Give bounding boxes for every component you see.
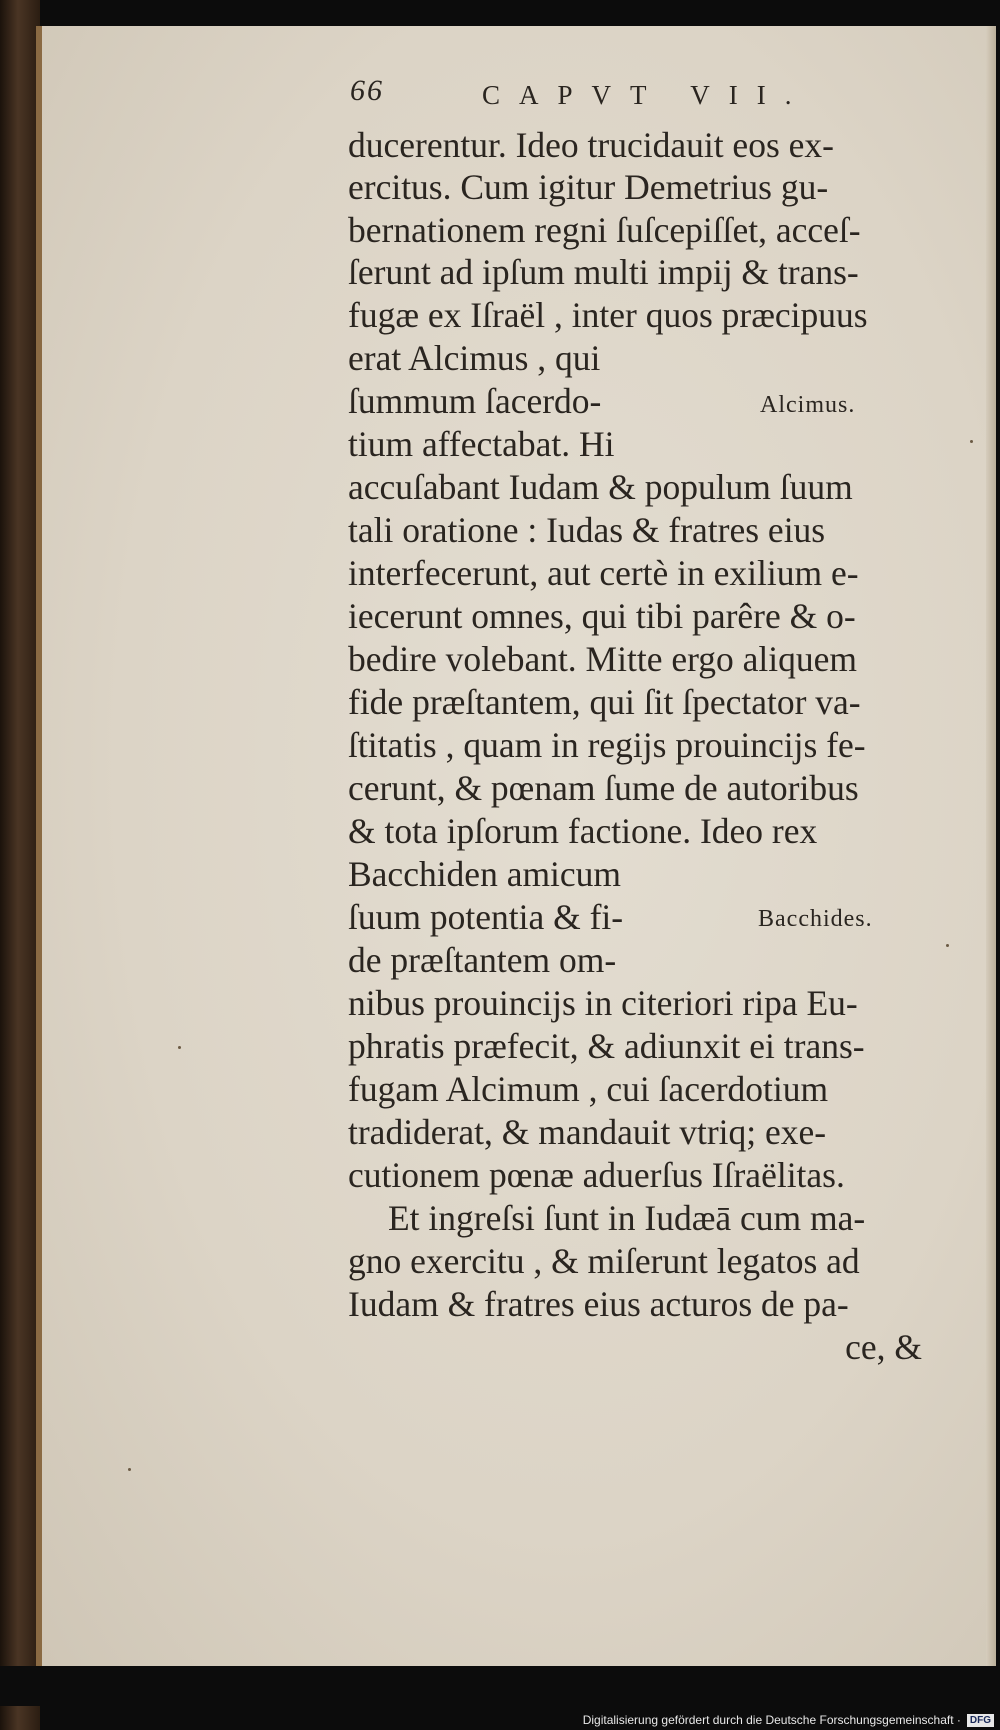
running-head: CAPVT VII. (482, 80, 811, 110)
book-binding (0, 0, 40, 1730)
text-line: Et ingreſsi ſunt in Iudæā cum ma- (388, 1198, 866, 1238)
paper-speck (178, 1046, 181, 1049)
text-line: fide præſtantem, qui ſit ſpectator va- (348, 682, 861, 722)
text-line: bernationem regni ſuſcepiſſet, acceſ- (348, 210, 861, 250)
catchword: ce, & (845, 1327, 922, 1367)
margin-note-alcimus: Alcimus. (760, 392, 856, 418)
page-header (350, 74, 890, 124)
dfg-logo: DFG (967, 1714, 994, 1727)
text-line: & tota ipſorum factione. Ideo rex (348, 811, 818, 851)
text-line: cerunt, & pœnam ſume de autoribus (348, 768, 859, 808)
footer (583, 1712, 994, 1728)
text-line: ercitus. Cum igitur Demetrius gu- (348, 167, 829, 207)
text-line: gno exercitu , & miſerunt legatos ad (348, 1241, 860, 1281)
text-line: tali oratione : Iudas & fratres eius (348, 510, 826, 550)
text-line: iecerunt omnes, qui tibi parêre & o- (348, 596, 856, 636)
text-line: ſtitatis , quam in regijs prouincijs fe- (348, 725, 866, 765)
page-edge (986, 26, 996, 1666)
text-line: tium affectabat. Hi (348, 424, 615, 464)
text-line: interfecerunt, aut certè in exilium e- (348, 553, 859, 593)
paper-speck (970, 440, 973, 443)
text-line: Iudam & fratres eius acturos de pa- (348, 1284, 849, 1324)
scan-border (0, 1666, 1000, 1706)
text-line: phratis præfecit, & adiunxit ei trans- (348, 1026, 865, 1066)
text-line: Bacchiden amicum (348, 854, 622, 894)
text-line: fugam Alcimum , cui ſacerdotium (348, 1069, 829, 1109)
text-line: tradiderat, & mandauit vtriq; exe- (348, 1112, 827, 1152)
text-line: cutionem pœnæ aduerſus Iſraëlitas. (348, 1155, 845, 1195)
text-line: de præſtantem om- (348, 940, 617, 980)
text-line: bedire volebant. Mitte ergo aliquem (348, 639, 858, 679)
text-line: nibus prouincijs in citeriori ripa Eu- (348, 983, 858, 1023)
text-line: accuſabant Iudam & populum ſuum (348, 467, 853, 507)
text-line: erat Alcimus , qui (348, 338, 601, 378)
text-line: fugæ ex Iſraël , inter quos præcipuus (348, 295, 868, 335)
text-line: ſerunt ad ipſum multi impij & trans- (348, 252, 859, 292)
paper-speck (128, 1468, 131, 1471)
funding-credit: Digitalisierung gefördert durch die Deutsche Forschungsgemeinschaft · (582, 1713, 961, 1727)
page-number: 66 (350, 74, 384, 107)
text-line: ſuum potentia & fi- (348, 897, 624, 937)
text-line: ſummum ſacerdo- (348, 381, 602, 421)
text-line: ducerentur. Ideo trucidauit eos ex- (348, 125, 834, 165)
paper-speck (946, 944, 949, 947)
margin-note-bacchides: Bacchides. (758, 906, 873, 932)
